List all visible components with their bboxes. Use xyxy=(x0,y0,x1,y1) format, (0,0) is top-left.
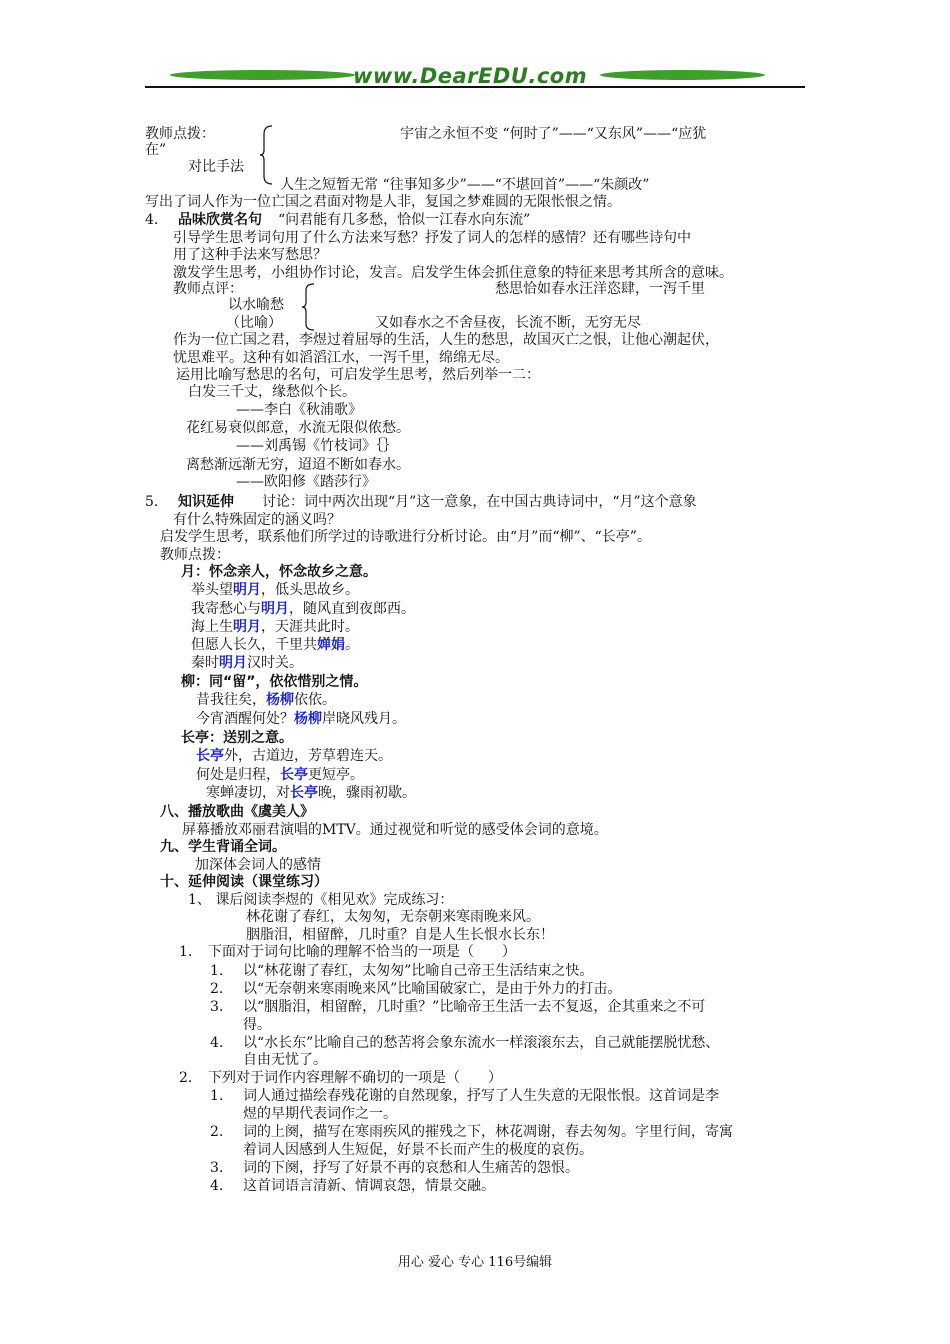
text-line: 教师点拨： xyxy=(145,126,215,142)
page-footer: 用心 爱心 专心 116号编辑 xyxy=(397,1255,553,1270)
text-line: （比喻） xyxy=(226,315,282,331)
text-line: 屏幕播放邓丽君演唱的MTV。通过视觉和听觉的感受体会词的意境。 xyxy=(182,822,608,838)
poem-line: 今宵酒醒何处？杨柳岸晓风残月。 xyxy=(196,711,406,727)
section-number: 5. xyxy=(145,494,159,510)
moon-heading: 月：怀念亲人，怀念故乡之意。 xyxy=(181,564,377,580)
willow-heading: 柳：同“留”，依依惜别之情。 xyxy=(181,674,368,690)
option-text: 以“水长东”比喻自己的愁苦将会象东流水一样滚滚东去，自己就能摆脱忧愁、 xyxy=(243,1035,720,1051)
page-header xyxy=(145,58,805,98)
text-line: “问君能有几多愁，恰似一江春水向东流” xyxy=(278,212,531,228)
text-line: 写出了词人作为一位亡国之君面对物是人非，复国之梦难圆的无限怅恨之情。 xyxy=(145,194,621,210)
text-line: 激发学生思考，小组协作讨论，发言。启发学生体会抓住意象的特征来思考其所含的意味。 xyxy=(173,265,733,281)
text-line: 忧思难平。这种有如滔滔江水，一泻千里，绵绵无尽。 xyxy=(173,350,509,366)
option-text: 词的下阕，抒写了好景不再的哀愁和人生痛苦的怨恨。 xyxy=(243,1160,579,1176)
poem-line: 白发三千丈，缘愁似个长。 xyxy=(188,384,356,400)
site-logo[interactable]: www.DearEDU.com xyxy=(353,64,588,88)
text-line: 又如春水之不舍昼夜，长流不断，无穷无尽 xyxy=(375,315,641,331)
poem-attribution: ——刘禹锡《竹枝词》｛｝ xyxy=(236,438,397,454)
text-line: 有什么特殊固定的涵义吗？ xyxy=(173,512,341,528)
poem-line: 寒蝉凄切，对长亭晚，骤雨初歇。 xyxy=(206,785,416,801)
text-line: 对比手法 xyxy=(188,159,244,175)
text-line: 愁思恰如春水汪洋恣肆，一泻千里 xyxy=(495,281,705,297)
poem-line: 何处是归程，长亭更短亭。 xyxy=(196,767,364,783)
poem-line: 昔我往矣，杨柳依依。 xyxy=(196,692,336,708)
option-number: 4. xyxy=(210,1035,224,1051)
poem-attribution: ——李白《秋浦歌》 xyxy=(236,402,362,418)
option-number: 1. xyxy=(210,963,224,979)
question-text: 下列对于词作内容理解不确切的一项是（ ） xyxy=(208,1070,502,1086)
text-line: 用了这种手法来写愁思？ xyxy=(173,247,327,263)
option-text: 自由无忧了。 xyxy=(243,1052,327,1068)
left-brace xyxy=(300,282,316,332)
poem-line: 秦时明月汉时关。 xyxy=(191,655,303,671)
section-heading: 十、延伸阅读（课堂练习） xyxy=(160,874,328,890)
option-text: 以“无奈朝来寒雨晚来风”比喻国破家亡，是由于外力的打击。 xyxy=(243,981,622,997)
keyword-pavilion: 长亭 xyxy=(280,767,308,783)
section-number: 4. xyxy=(145,212,159,228)
keyword-moon: 明月 xyxy=(219,655,247,671)
option-number: 4. xyxy=(210,1178,224,1194)
text-line: 讨论：词中两次出现“月”这一意象，在中国古典诗词中，“月”这个意象 xyxy=(262,494,697,510)
text-line: 加深体会词人的感情 xyxy=(195,857,321,873)
section-heading: 九、学生背诵全词。 xyxy=(160,839,286,855)
keyword-pavilion: 长亭 xyxy=(196,748,224,764)
option-text: 着词人因感到人生短促，好景不长而产生的极度的哀伤。 xyxy=(243,1142,593,1158)
keyword-moon: 明月 xyxy=(261,601,289,617)
keyword-willow: 杨柳 xyxy=(294,711,322,727)
text-line: 以水喻愁 xyxy=(228,297,284,313)
text-line: 人生之短暂无常 “往事知多少”——“不堪回首”——“朱颜改” xyxy=(280,177,650,193)
pavilion-heading: 长亭：送别之意。 xyxy=(181,730,293,746)
keyword-pavilion: 长亭 xyxy=(290,785,318,801)
poem-line: 我寄愁心与明月，随风直到夜郎西。 xyxy=(191,601,415,617)
question-text: 下面对于词句比喻的理解不恰当的一项是（ ） xyxy=(208,944,516,960)
poem-line: 离愁渐远渐无穷，迢迢不断如春水。 xyxy=(186,457,410,473)
option-text: 这首词语言清新、情调哀怨，情景交融。 xyxy=(243,1178,495,1194)
option-text: 煜的早期代表词作之一。 xyxy=(243,1106,397,1122)
option-number: 2. xyxy=(210,981,224,997)
option-text: 词的上阕，描写在寒雨疾风的摧残之下，林花凋谢，春去匆匆。字里行间，寄寓 xyxy=(243,1124,733,1140)
text-line: 启发学生思考，联系他们所学过的诗歌进行分析讨论。由“月”而“柳”、“长亭”。 xyxy=(160,529,651,545)
text-line: 作为一位亡国之君，李煜过着屈辱的生活，人生的愁思，故国灭亡之恨，让他心潮起伏， xyxy=(173,332,719,348)
poem-line: 长亭外，古道边，芳草碧连天。 xyxy=(196,748,392,764)
text-line: 引导学生思考词句用了什么方法来写愁？抒发了词人的怎样的感情？还有哪些诗句中 xyxy=(173,230,691,246)
keyword-moon: 婵娟 xyxy=(317,637,345,653)
poem-line: 但愿人长久，千里共婵娟。 xyxy=(191,637,359,653)
text-line: 运用比喻写愁思的名句，可启发学生思考，然后列举一二： xyxy=(176,367,540,383)
text-line: 教师点评： xyxy=(173,281,243,297)
text-line: 宇宙之永恒不变 “何时了”——“又东风”——“应犹 xyxy=(400,126,707,142)
keyword-moon: 明月 xyxy=(233,582,261,598)
question-number: 2. xyxy=(179,1070,193,1086)
option-number: 3. xyxy=(210,1160,224,1176)
poem-line: 花红易衰似郎意，水流无限似侬愁。 xyxy=(186,420,410,436)
option-number: 2. xyxy=(210,1124,224,1140)
poem-line: 海上生明月，天涯共此时。 xyxy=(191,619,359,635)
poem-line: 林花谢了春红，太匆匆，无奈朝来寒雨晚来风。 xyxy=(246,909,540,925)
section-heading: 品味欣赏名句 xyxy=(178,212,262,228)
keyword-willow: 杨柳 xyxy=(266,692,294,708)
left-brace xyxy=(258,124,274,186)
poem-attribution: ——欧阳修《踏莎行》 xyxy=(236,474,376,490)
text-line: 在” xyxy=(145,142,167,158)
poem-line: 举头望明月，低头思故乡。 xyxy=(191,582,359,598)
poem-line: 胭脂泪，相留醉，几时重？自是人生长恨水长东！ xyxy=(246,927,554,943)
section-heading: 八、播放歌曲《虞美人》 xyxy=(160,804,314,820)
text-line: 教师点拨： xyxy=(160,547,230,563)
option-number: 1. xyxy=(210,1088,224,1104)
question-number: 1. xyxy=(179,944,193,960)
section-heading: 知识延伸 xyxy=(178,494,234,510)
leaf-decoration-left xyxy=(170,70,355,80)
option-text: 得。 xyxy=(243,1017,271,1033)
leaf-decoration-right xyxy=(600,70,765,80)
option-number: 3. xyxy=(210,999,224,1015)
option-text: 以“林花谢了春红，太匆匆”比喻自己帝王生活结束之快。 xyxy=(243,963,594,979)
text-line: 1、 课后阅读李煜的《相见欢》完成练习： xyxy=(188,892,454,908)
option-text: 词人通过描绘春残花谢的自然现象，抒写了人生失意的无限怅恨。这首词是李 xyxy=(243,1088,719,1104)
option-text: 以“胭脂泪，相留醉，几时重？”比喻帝王生活一去不复返，企其重来之不可 xyxy=(243,999,706,1015)
keyword-moon: 明月 xyxy=(233,619,261,635)
